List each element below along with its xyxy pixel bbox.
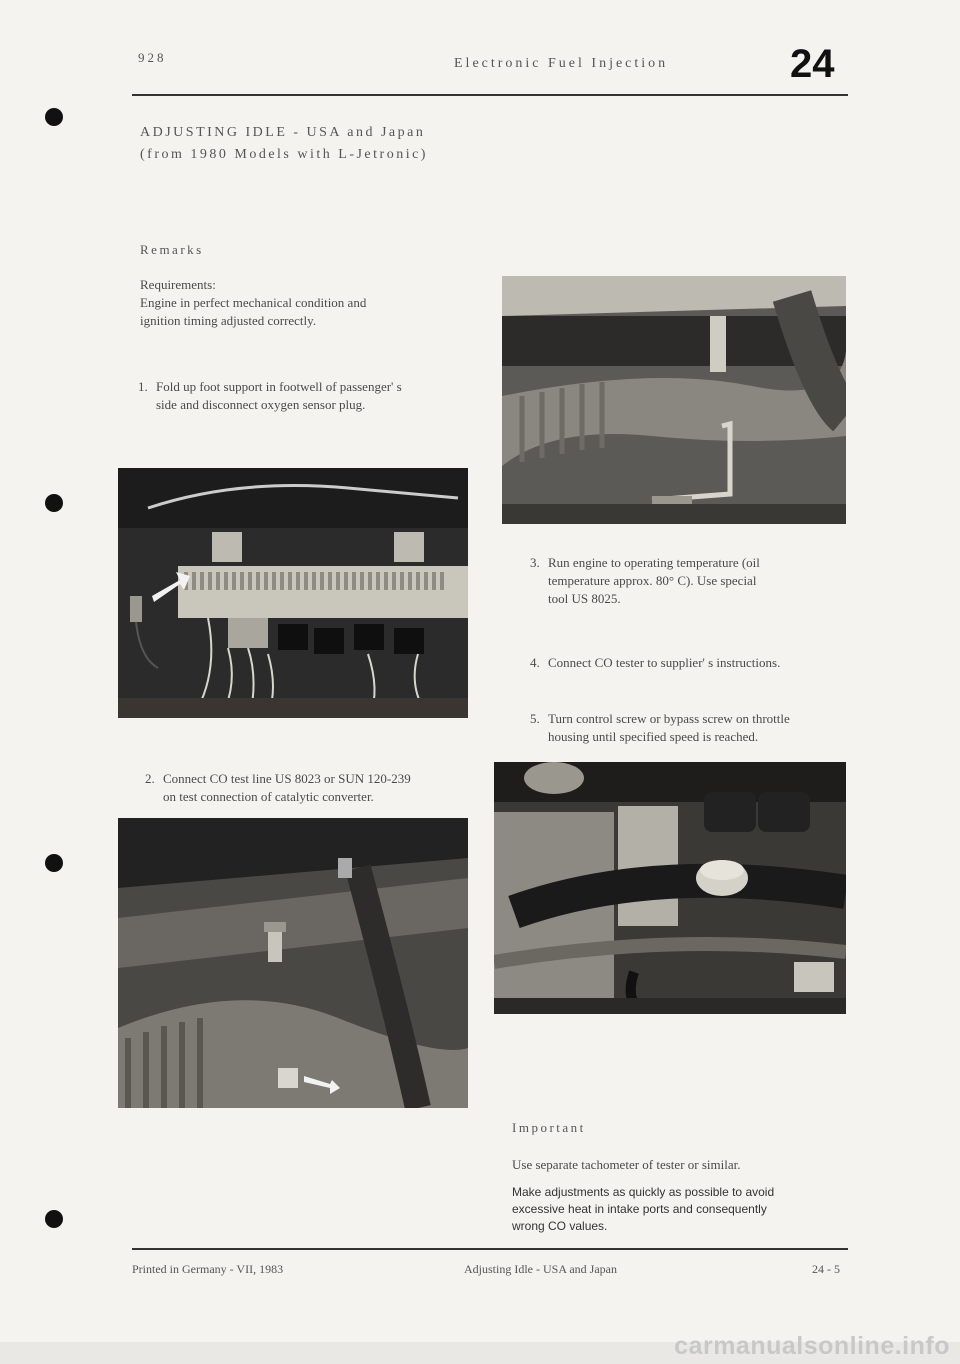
header-title: Electronic Fuel Injection [454, 56, 669, 71]
step-number: 5. [530, 711, 540, 726]
step-text: on test connection of catalytic converter. [163, 789, 374, 804]
requirements-block [140, 276, 366, 330]
step-text: Fold up foot support in footwell of passenger' s [156, 379, 402, 394]
photo-exhaust-connection [502, 276, 846, 524]
step-text: Run engine to operating temperature (oil [548, 555, 760, 570]
procedure-title-line2: (from 1980 Models with L-Jetronic) [140, 147, 428, 162]
header-model: 928 [138, 50, 167, 65]
requirements-line: ignition timing adjusted correctly. [140, 313, 317, 328]
important-warning-line: wrong CO values. [512, 1219, 608, 1233]
step-text: Turn control screw or bypass screw on throttle [548, 711, 790, 726]
requirements-label: Requirements: [140, 277, 216, 292]
remarks-heading: Remarks [140, 242, 204, 257]
footer-printed: Printed in Germany - VII, 1983 [132, 1262, 284, 1276]
important-warning-line: excessive heat in intake ports and consequently [512, 1202, 767, 1216]
binder-hole [45, 854, 63, 872]
requirements-line: Engine in perfect mechanical condition and [140, 295, 367, 310]
step-number: 3. [530, 555, 540, 570]
step-number: 4. [530, 655, 540, 670]
step-text: housing until specified speed is reached. [548, 729, 759, 744]
step-number: 1. [138, 379, 148, 394]
step-number: 2. [145, 771, 155, 786]
step-5 [530, 710, 790, 746]
watermark-text: carmanualsonline.info [674, 1332, 950, 1360]
important-note: Use separate tachometer of tester or similar. [512, 1157, 741, 1172]
binder-hole [45, 494, 63, 512]
step-2 [145, 770, 411, 806]
binder-hole [45, 108, 63, 126]
footer-rule [132, 1248, 848, 1250]
step-text: tool US 8025. [548, 591, 621, 606]
footer-section-title: Adjusting Idle - USA and Japan [464, 1262, 617, 1276]
step-text: temperature approx. 80° C). Use special [548, 573, 757, 588]
important-heading: Important [512, 1120, 586, 1135]
photo-catalytic-converter [118, 818, 468, 1108]
header-section-number: 24 [790, 42, 835, 86]
photo-relay-board [118, 468, 468, 718]
procedure-title-line1: ADJUSTING IDLE - USA and Japan [140, 125, 426, 140]
important-warning-line: Make adjustments as quickly as possible to avoid [512, 1185, 775, 1199]
step-1 [138, 378, 402, 414]
step-3 [530, 554, 760, 608]
header-rule [132, 94, 848, 96]
binder-hole [45, 1210, 63, 1228]
step-4 [530, 654, 780, 672]
procedure-title [140, 122, 428, 166]
step-text: Connect CO tester to supplier' s instructions. [548, 655, 781, 670]
footer-page-number: 24 - 5 [812, 1262, 840, 1276]
photo-throttle-housing [494, 762, 846, 1014]
step-text: side and disconnect oxygen sensor plug. [156, 397, 366, 412]
important-warning [512, 1184, 774, 1235]
step-text: Connect CO test line US 8023 or SUN 120-239 [163, 771, 411, 786]
